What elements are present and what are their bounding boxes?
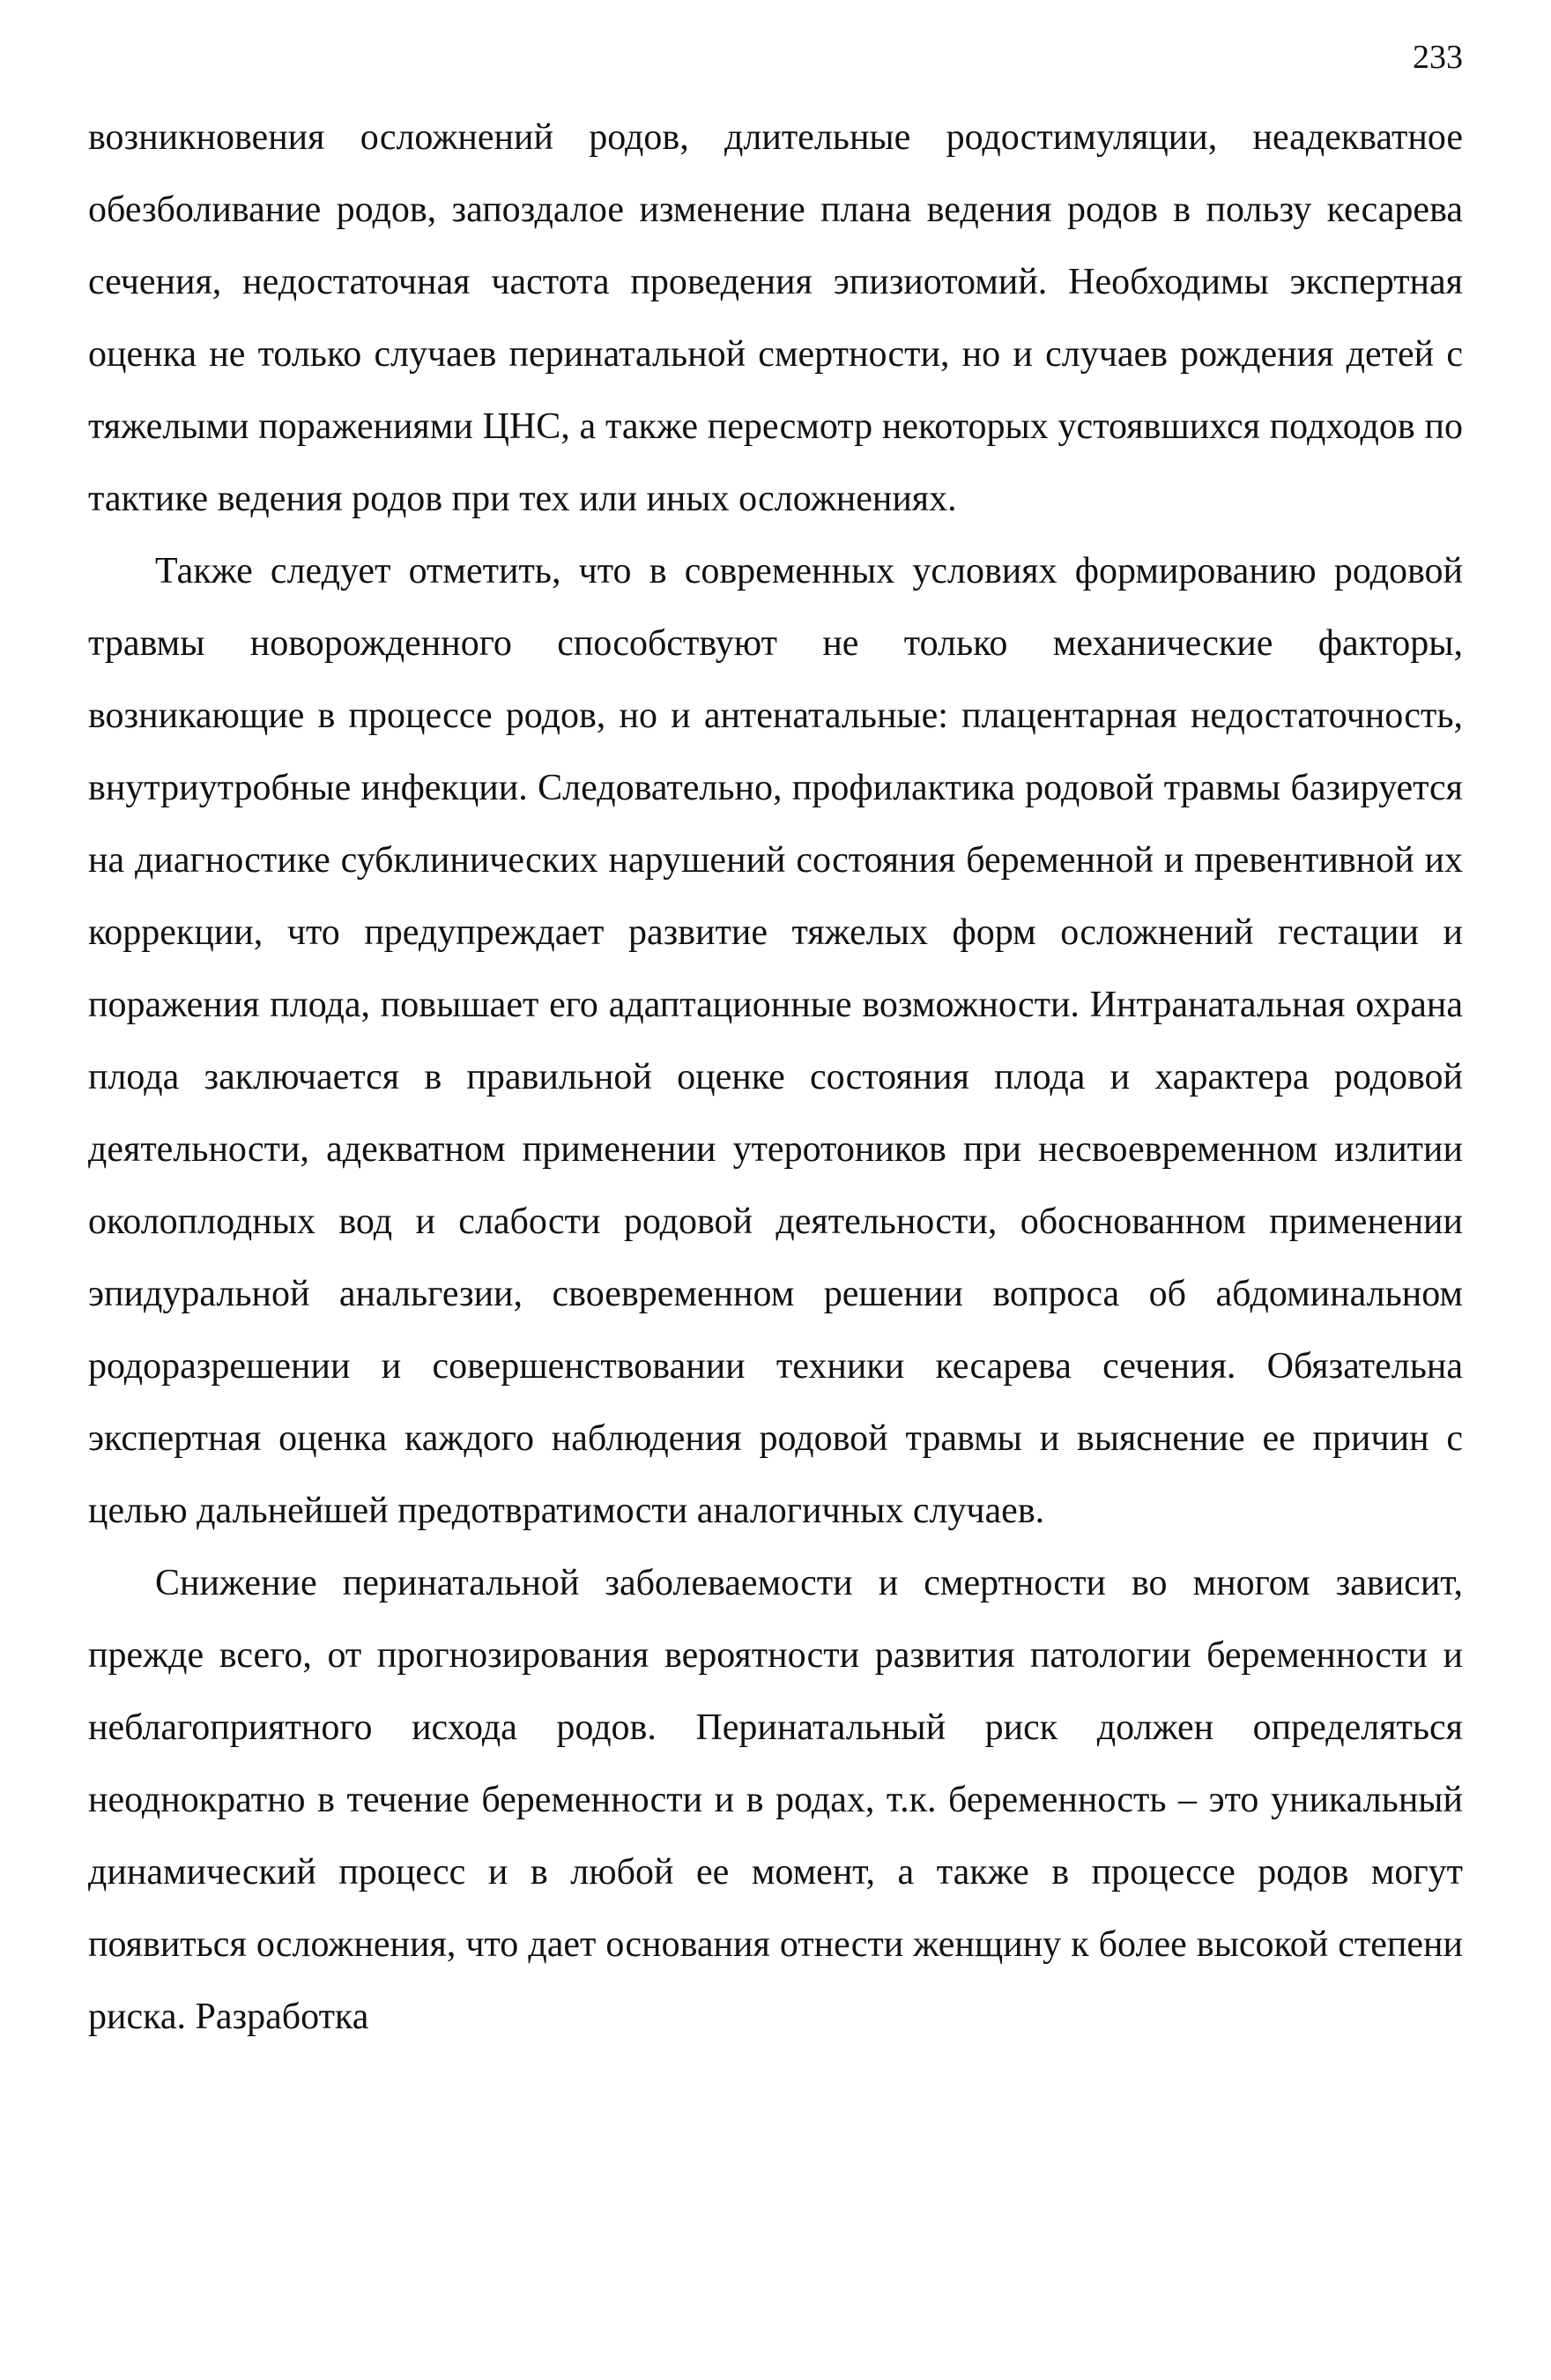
paragraph-continuation: возникновения осложнений родов, длительные родостимуляции, неадекватное обезболивание родов, запоздалое изменение плана ведения родов в пользу кесарева сечения, недостаточная частота проведения эпизиотомий. Необходимы экспертная оценка не только случаев перинатальной смертности, но и случаев рождения детей с тяжелыми поражениями ЦНС, а также пересмотр некоторых устоявшихся подходов по тактике ведения родов при тех или иных осложнениях.: [88, 117, 1463, 519]
page-body: [88, 101, 1463, 2053]
page-number: 233: [1413, 39, 1463, 76]
paragraph-birth-trauma: Также следует отметить, что в современных условиях формированию родовой травмы новорожденного способствуют не только механические факторы, возникающие в процессе родов, но и антенатальные: плацентарная недостаточность, внутриутробные инфекции. Следовательно, профилактика родовой травмы базируется на диагностике субклинических нарушений состояния беременной и превентивной их коррекции, что предупреждает развитие тяжелых форм осложнений гестации и поражения плода, повышает его адаптационные возможности. Интранатальная охрана плода заключается в правильной оценке состояния плода и характера родовой деятельности, адекватном применении утеротоников при несвоевременном излитии околоплодных вод и слабости родовой деятельности, обоснованном применении эпидуральной анальгезии, своевременном решении вопроса об абдоминальном родоразрешении и совершенствовании техники кесарева сечения. Обязательна экспертная оценка каждого наблюдения родовой травмы и выяснение ее причин с целью дальнейшей предотвратимости аналогичных случаев.: [88, 551, 1463, 1531]
paragraph-perinatal-risk: Снижение перинатальной заболеваемости и смертности во многом зависит, прежде всего, от прогнозирования вероятности развития патологии беременности и неблагоприятного исхода родов. Перинатальный риск должен определяться неоднократно в течение беременности и в родах, т.к. беременность – это уникальный динамический процесс и в любой ее момент, а также в процессе родов могут появиться осложнения, что дает основания отнести женщину к более высокой степени риска. Разработка: [88, 1563, 1463, 2037]
